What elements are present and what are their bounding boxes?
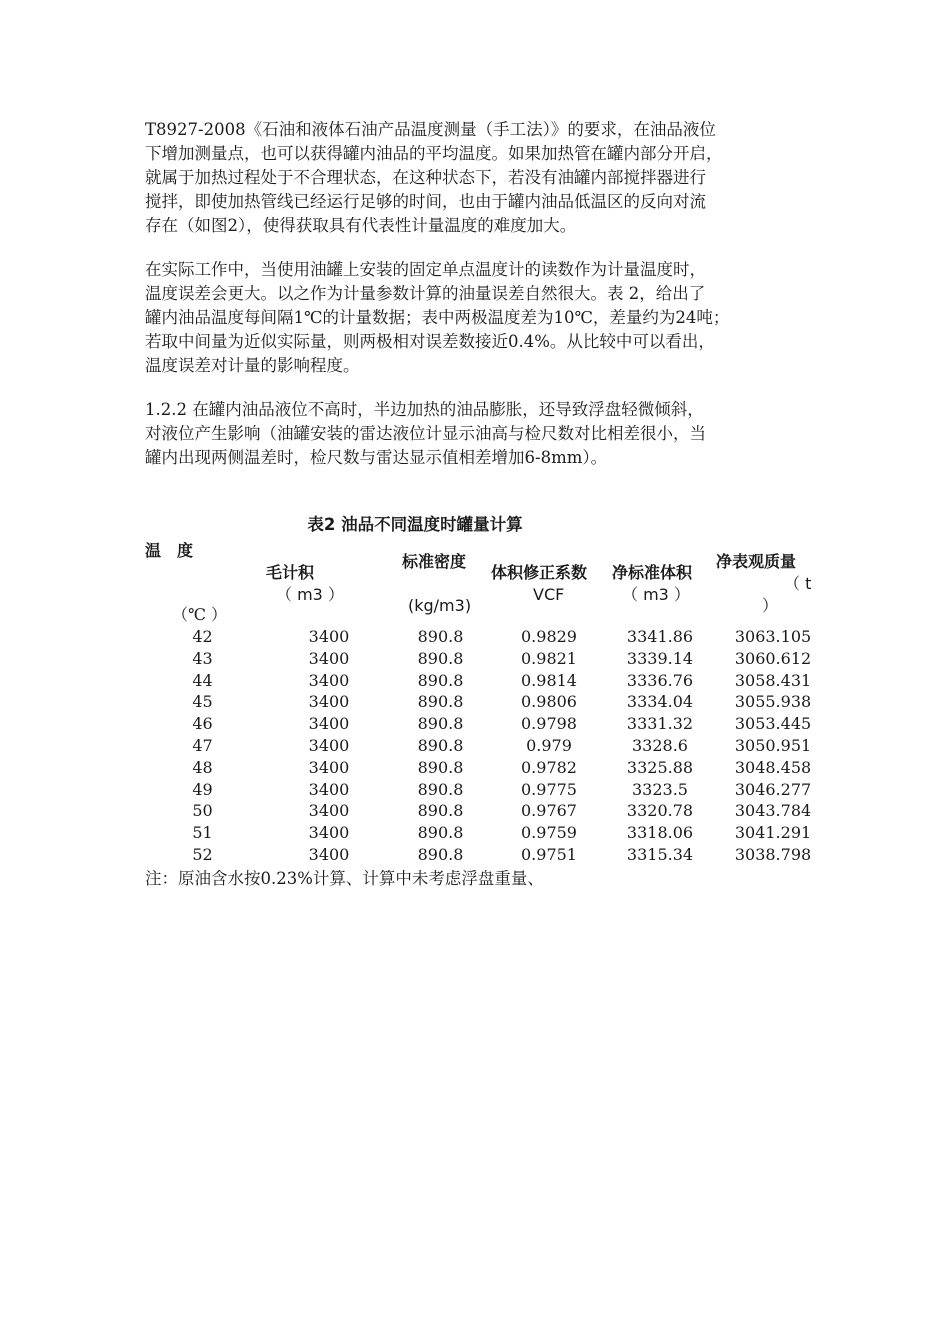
text-line: 罐内油品温度每间隔1℃的计量数据；表中两极温度差为10℃，差量约为24吨； <box>145 308 730 327</box>
table-row <box>145 800 825 822</box>
header-vcf: 体积修正系数 <box>491 563 588 582</box>
header-vcf-unit: VCF <box>533 585 565 604</box>
cell-vcf: 0.9806 <box>521 692 577 712</box>
cell-temperature: 42 <box>192 627 213 646</box>
table-row <box>145 713 825 735</box>
document-body <box>145 118 825 490</box>
cell-vcf: 0.9821 <box>521 648 577 668</box>
cell-density: 890.8 <box>417 757 464 777</box>
text-line: 存在（如图2），使得获取具有代表性计量温度的难度加大。 <box>145 216 577 235</box>
cell-density: 890.8 <box>417 627 464 646</box>
cell-density: 890.8 <box>417 844 464 864</box>
table-row <box>145 757 825 779</box>
cell-gross-volume: 3400 <box>308 735 350 755</box>
header-standard-density: 标准密度 <box>402 552 467 571</box>
cell-gross-volume: 3400 <box>308 714 350 734</box>
text-line: 在实际工作中，当使用油罐上安装的固定单点温度计的读数作为计量温度时， <box>145 260 706 279</box>
text-line: 对液位产生影响（油罐安装的雷达液位计显示油高与检尺数对比相差很小，当 <box>145 424 706 443</box>
paragraph-3 <box>145 398 825 470</box>
cell-density: 890.8 <box>417 779 464 799</box>
cell-net-mass: 3055.938 <box>734 692 812 712</box>
header-temperature: 温 度 <box>145 541 194 560</box>
table-row <box>145 691 825 713</box>
header-net-apparent-mass-unit: （ t <box>784 574 812 593</box>
cell-gross-volume: 3400 <box>308 779 350 799</box>
cell-net-volume: 3339.14 <box>626 648 694 668</box>
cell-vcf: 0.9751 <box>521 844 577 864</box>
cell-gross-volume: 3400 <box>308 823 350 843</box>
table-row <box>145 626 825 648</box>
cell-net-mass: 3060.612 <box>734 648 812 668</box>
cell-density: 890.8 <box>417 670 464 690</box>
cell-vcf: 0.9829 <box>521 627 577 646</box>
text-line: 温度误差会更大。以之作为计量参数计算的油量误差自然很大。表 2，给出了 <box>145 284 706 303</box>
cell-net-mass: 3041.291 <box>734 823 812 843</box>
cell-gross-volume: 3400 <box>308 844 350 864</box>
header-net-standard-volume: 净标准体积 <box>612 563 693 582</box>
cell-net-volume: 3323.5 <box>632 779 688 799</box>
cell-net-volume: 3315.34 <box>626 844 694 864</box>
cell-net-mass: 3048.458 <box>734 757 812 777</box>
cell-gross-volume: 3400 <box>308 801 350 821</box>
text-line: 搅拌，即使加热管线已经运行足够的时间，也由于罐内油品低温区的反向对流 <box>145 192 706 211</box>
table-body <box>145 626 825 866</box>
header-temperature-unit: （℃ ） <box>172 605 227 624</box>
paragraph-2 <box>145 258 825 378</box>
header-gross-volume-unit: （ m3 ） <box>276 585 344 604</box>
cell-vcf: 0.9782 <box>521 757 577 777</box>
header-net-standard-volume-unit: （ m3 ） <box>622 585 690 604</box>
table-row <box>145 648 825 670</box>
cell-net-volume: 3325.88 <box>626 757 694 777</box>
cell-net-volume: 3341.86 <box>626 627 694 646</box>
cell-temperature: 45 <box>192 692 213 712</box>
cell-temperature: 51 <box>192 823 213 843</box>
cell-vcf: 0.9759 <box>521 823 577 843</box>
table-row <box>145 844 825 866</box>
cell-gross-volume: 3400 <box>308 670 350 690</box>
cell-net-mass: 3046.277 <box>734 779 812 799</box>
text-line: 罐内出现两侧温差时，检尺数与雷达显示值相差增加6-8mm）。 <box>145 448 608 467</box>
cell-temperature: 46 <box>192 714 213 734</box>
text-line: 就属于加热过程处于不合理状态，在这种状态下，若没有油罐内部搅拌器进行 <box>145 168 706 187</box>
header-standard-density-unit: (kg/m3) <box>408 596 472 615</box>
table-row <box>145 822 825 844</box>
table-row <box>145 670 825 692</box>
cell-vcf: 0.9814 <box>521 670 577 690</box>
cell-vcf: 0.9767 <box>521 801 577 821</box>
cell-temperature: 43 <box>192 648 213 668</box>
cell-net-volume: 3320.78 <box>626 801 694 821</box>
header-gross-volume: 毛计积 <box>266 563 315 582</box>
header-net-apparent-mass-unit-close: ） <box>762 596 779 615</box>
cell-temperature: 52 <box>192 844 213 864</box>
cell-density: 890.8 <box>417 692 464 712</box>
cell-net-volume: 3336.76 <box>626 670 694 690</box>
cell-density: 890.8 <box>417 735 464 755</box>
cell-density: 890.8 <box>417 648 464 668</box>
cell-temperature: 48 <box>192 757 213 777</box>
cell-vcf: 0.9775 <box>521 779 577 799</box>
cell-gross-volume: 3400 <box>308 692 350 712</box>
cell-net-volume: 3318.06 <box>626 823 694 843</box>
cell-gross-volume: 3400 <box>308 757 350 777</box>
text-line: 1.2.2 在罐内油品液位不高时，半边加热的油品膨胀，还导致浮盘轻微倾斜， <box>145 400 704 419</box>
cell-density: 890.8 <box>417 714 464 734</box>
table-row <box>145 779 825 801</box>
cell-net-volume: 3328.6 <box>632 735 688 755</box>
header-net-apparent-mass: 净表观质量 <box>716 552 797 571</box>
cell-temperature: 50 <box>192 801 213 821</box>
cell-net-volume: 3334.04 <box>626 692 694 712</box>
cell-temperature: 49 <box>192 779 213 799</box>
cell-density: 890.8 <box>417 801 464 821</box>
cell-net-mass: 3050.951 <box>734 735 812 755</box>
text-line: T8927-2008《石油和液体石油产品温度测量（手工法）》的要求，在油品液位 <box>145 120 716 139</box>
cell-gross-volume: 3400 <box>308 648 350 668</box>
cell-net-volume: 3331.32 <box>626 714 694 734</box>
cell-net-mass: 3053.445 <box>734 714 812 734</box>
cell-gross-volume: 3400 <box>308 627 350 646</box>
text-line: 若取中间量为近似实际量，则两极相对误差数接近0.4%。从比较中可以看出， <box>145 332 715 351</box>
table-title: 表2 油品不同温度时罐量计算 <box>307 515 523 534</box>
cell-vcf: 0.979 <box>526 735 572 755</box>
cell-net-mass: 3038.798 <box>734 844 812 864</box>
cell-vcf: 0.9798 <box>521 714 577 734</box>
cell-temperature: 44 <box>192 670 213 690</box>
cell-net-mass: 3058.431 <box>734 670 812 690</box>
table-note: 注：原油含水按0.23%计算、计算中未考虑浮盘重量、 <box>145 869 544 888</box>
table-row <box>145 735 825 757</box>
text-line: 温度误差对计量的影响程度。 <box>145 356 360 375</box>
cell-temperature: 47 <box>192 735 213 755</box>
cell-net-mass: 3043.784 <box>734 801 812 821</box>
text-line: 下增加测量点，也可以获得罐内油品的平均温度。如果加热管在罐内部分开启， <box>145 144 723 163</box>
paragraph-1 <box>145 118 825 238</box>
cell-net-mass: 3063.105 <box>734 627 812 646</box>
cell-density: 890.8 <box>417 823 464 843</box>
